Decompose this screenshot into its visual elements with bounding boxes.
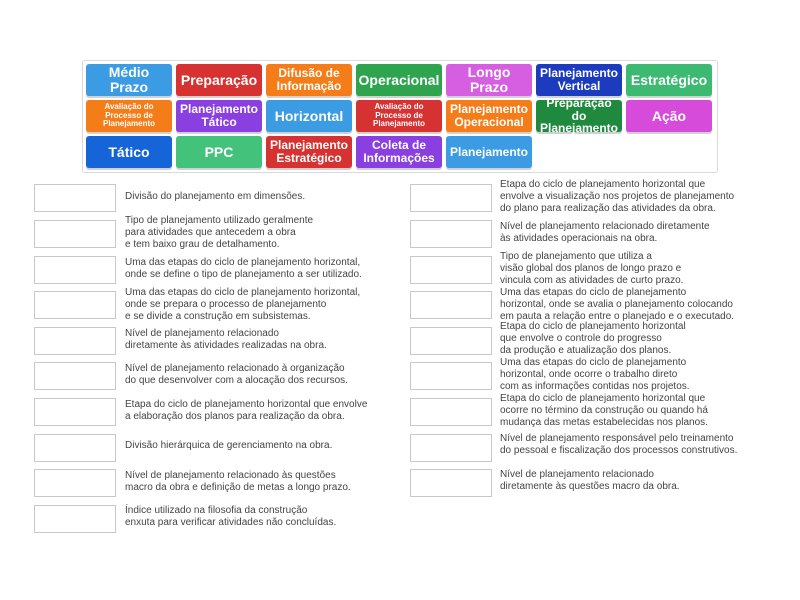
answer-tile[interactable]: Tático — [86, 136, 172, 168]
answer-tile[interactable]: Planejamento Estratégico — [266, 136, 352, 168]
drop-slot[interactable] — [34, 184, 116, 212]
answer-tile[interactable]: Planejamento Vertical — [536, 64, 622, 96]
description-text: Nível de planejamento relacionado às questões macro da obra e definição de metas a longo prazo. — [125, 470, 351, 493]
answer-tile[interactable]: Planejamento — [446, 136, 532, 168]
answer-tile[interactable]: Preparação — [176, 64, 262, 96]
description-text: Uma das etapas do ciclo de planejamento horizontal, onde se define o tipo de planejamento a ser utilizado. — [125, 257, 362, 280]
description-text: Uma das etapas do ciclo de planejamento horizontal, onde se avalia o planejamento colocando em pauta a relação entre o planejado e o executado. — [500, 287, 735, 322]
description-text: Divisão hierárquica de gerenciamento na obra. — [125, 440, 333, 451]
drop-slot[interactable] — [34, 398, 116, 426]
drop-slot[interactable] — [34, 505, 116, 533]
answer-tile[interactable]: Longo Prazo — [446, 64, 532, 96]
description-text: Etapa do ciclo de planejamento horizontal que envolve o controle do progresso da produção e atualização dos planos. — [500, 321, 686, 356]
answer-tile[interactable]: Estratégico — [626, 64, 712, 96]
description-text: Nível de planejamento relacionado à organização do que desenvolver com a alocação dos recursos. — [125, 363, 348, 386]
description-text: Nível de planejamento relacionado diretamente às atividades realizadas na obra. — [125, 328, 327, 351]
description-text: Etapa do ciclo de planejamento horizontal que envolve a elaboração dos planos para realização da obra. — [125, 399, 368, 422]
answer-tile[interactable]: Difusão de Informação — [266, 64, 352, 96]
drop-slot[interactable] — [34, 327, 116, 355]
description-text: Divisão do planejamento em dimensões. — [125, 191, 306, 202]
drop-slot[interactable] — [410, 434, 492, 462]
answer-tile[interactable]: Avaliação do Processo de Planejamento — [356, 100, 442, 132]
answer-tile[interactable]: Planejamento Tático — [176, 100, 262, 132]
drop-slot[interactable] — [34, 256, 116, 284]
answer-tile[interactable]: Médio Prazo — [86, 64, 172, 96]
description-text: Nível de planejamento responsável pelo treinamento do pessoal e fiscalização dos processos construtivos. — [500, 433, 738, 456]
drop-slot[interactable] — [410, 362, 492, 390]
drop-slot[interactable] — [34, 362, 116, 390]
drop-slot[interactable] — [410, 398, 492, 426]
drop-slot[interactable] — [34, 434, 116, 462]
description-text: Índice utilizado na filosofia da construção enxuta para verificar atividades não concluídas. — [125, 505, 337, 528]
drop-slot[interactable] — [34, 291, 116, 319]
drop-slot[interactable] — [410, 220, 492, 248]
drop-slot[interactable] — [410, 327, 492, 355]
drop-slot[interactable] — [34, 220, 116, 248]
description-text: Tipo de planejamento utilizado geralmente para atividades que antecedem a obra e tem baixo grau de detalhamento. — [125, 215, 314, 250]
description-text: Nível de planejamento relacionado diretamente às atividades operacionais na obra. — [500, 221, 710, 244]
drop-slot[interactable] — [34, 469, 116, 497]
drop-slot[interactable] — [410, 469, 492, 497]
description-text: Uma das etapas do ciclo de planejamento horizontal, onde ocorre o trabalho direto com as informações contidas nos projetos. — [500, 357, 690, 392]
description-text: Tipo de planejamento que utiliza a visão global dos planos de longo prazo e vincula com as atividades de curto prazo. — [500, 251, 684, 286]
answer-tile[interactable]: Ação — [626, 100, 712, 132]
drop-slot[interactable] — [410, 256, 492, 284]
answer-tile[interactable]: Horizontal — [266, 100, 352, 132]
answer-tile[interactable]: PPC — [176, 136, 262, 168]
answer-tile[interactable]: Coleta de Informações — [356, 136, 442, 168]
answer-tile[interactable]: Preparação do Planejamento — [536, 100, 622, 132]
description-text: Uma das etapas do ciclo de planejamento horizontal, onde se prepara o processo de planejamento e se divide a construção em subsistemas. — [125, 287, 361, 322]
answer-tile[interactable]: Planejamento Operacional — [446, 100, 532, 132]
answer-tile[interactable]: Operacional — [356, 64, 442, 96]
drop-slot[interactable] — [410, 291, 492, 319]
drop-slot[interactable] — [410, 184, 492, 212]
answer-tile[interactable]: Avaliação do Processo de Planejamento — [86, 100, 172, 132]
description-text: Etapa do ciclo de planejamento horizontal que envolve a visualização nos projetos de planejamento do plano para realização das atividades da obra. — [500, 179, 735, 214]
description-text: Etapa do ciclo de planejamento horizontal que ocorre no término da construção ou quando há mudança das metas estabelecidas nos planos. — [500, 393, 708, 428]
description-text: Nível de planejamento relacionado diretamente às questões macro da obra. — [500, 469, 680, 492]
